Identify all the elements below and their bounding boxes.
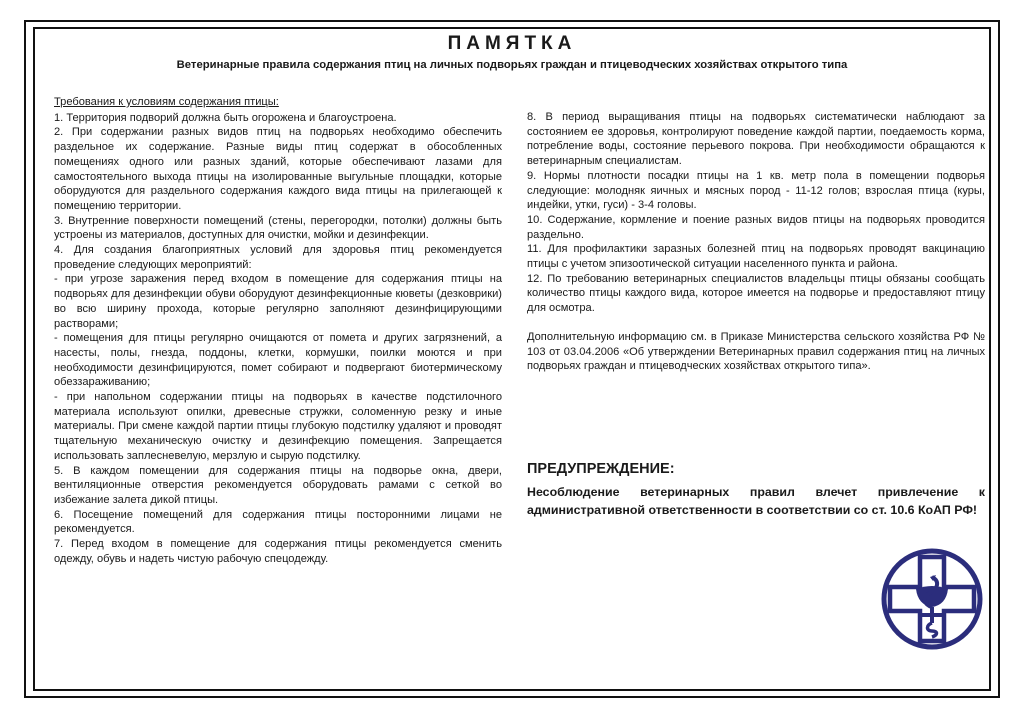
requirements-heading: Требования к условиям содержания птицы:	[54, 96, 279, 108]
list-item: 11. Для профилактики заразных болезней птиц на подворьях проводят вакцинацию птицы с учетом эпизоотической ситуации населенного пункта и района.	[527, 243, 985, 271]
list-item: 8. В период выращивания птицы на подворьях систематически наблюдают за состоянием ее здоровья, контролируют поведение каждой партии, поедаемость корма, потребление воды, состояние перьевого покрова. При необходимости обращаются к ветеринарным специалистам.	[527, 111, 985, 168]
warning-block	[527, 461, 985, 519]
left-column	[54, 95, 502, 567]
veterinary-emblem-icon	[880, 547, 984, 651]
list-item: 9. Нормы плотности посадки птицы на 1 кв. метр пола в помещении подворья следующие: молодняк яичных и мясных пород - 11-12 голов; взрослая птица (куры, индейки, утки, гуси) - 3-4 головы.	[527, 169, 985, 212]
list-item: 12. По требованию ветеринарных специалистов владельцы птицы обязаны сообщать количество птицы каждого вида, которое имеется на подворье и предоставляют птицу для осмотра.	[527, 272, 985, 315]
list-item: - при напольном содержании птицы на подворьях в качестве подстилочного материала используют опилки, древесные стружки, соломенную резку и иные материалы. При смене каждой партии птицы глубокую подстилку удаляют и проводят тщательную механическую очистку и дезинфекцию помещения. Запрещается использовать заплесневелую, мерзлую и сырую подстилку.	[54, 391, 502, 462]
list-item: 5. В каждом помещении для содержания птицы на подворье окна, двери, вентиляционные отверстия рекомендуется оборудовать рамами с сеткой во избежание залета дикой птицы.	[54, 464, 502, 506]
list-item: 3. Внутренние поверхности помещений (стены, перегородки, потолки) должны быть устроены из материалов, доступных для очистки, мойки и дезинфекции.	[54, 214, 502, 242]
list-item: 2. При содержании разных видов птиц на подворьях необходимо обеспечить раздельное их содержание. Разные виды птиц содержат в обособленных помещениях одного или разных зданий, которые обеспечивают лазами для самостоятельного выхода птицы на изолированные выгульные площадки, которые оборудуются для раздельного содержания каждого вида птицы на прилегающей к помещению территории.	[54, 126, 502, 212]
warning-text: Несоблюдение ветеринарных правил влечет привлечение к административной ответственности в соответствии со ст. 10.6 КоАП РФ!	[527, 485, 985, 517]
right-column	[527, 110, 985, 374]
list-item: 7. Перед входом в помещение для содержания птицы рекомендуется сменить одежду, обувь и надеть чистую рабочую спецодежду.	[54, 538, 502, 565]
list-item: 10. Содержание, кормление и поение разных видов птицы на подворьях проводится раздельно.	[527, 213, 985, 241]
list-item: 4. Для создания благоприятных условий для здоровья птиц рекомендуется проведение следующих мероприятий:	[54, 244, 502, 271]
page-title: ПАМЯТКА	[447, 33, 577, 54]
list-item: - при угрозе заражения перед входом в помещение для содержания птицы на подворьях для дезинфекции обуви оборудуют дезинфекционные кюветы (дезковрики) во всю ширину прохода, которые регулярно заполняют дезинфицирующими растворами;	[54, 273, 502, 330]
warning-heading: ПРЕДУПРЕЖДЕНИЕ:	[527, 461, 675, 477]
page-subtitle: Ветеринарные правила содержания птиц на личных подворьях граждан и птицеводческих хозяйствах открытого типа	[176, 59, 848, 71]
list-item: - помещения для птицы регулярно очищаются от помета и других загрязнений, а насесты, полы, гнезда, поддоны, клетки, кормушки, поилки моются и при необходимости дезинфицируются, помет собирают и подвергают биотермическому обеззараживанию;	[54, 332, 502, 389]
list-item: 1. Территория подворий должна быть огорожена и благоустроена.	[54, 111, 397, 124]
additional-info: Дополнительную информацию см. в Приказе Министерства сельского хозяйства РФ № 103 от 03.04.2006 «Об утверждении Ветеринарных правил содержания птиц на личных подворьях граждан и птицеводческих хозяйствах открытого типа».	[527, 330, 985, 373]
list-item: 6. Посещение помещений для содержания птицы посторонними лицами не рекомендуется.	[54, 508, 502, 536]
